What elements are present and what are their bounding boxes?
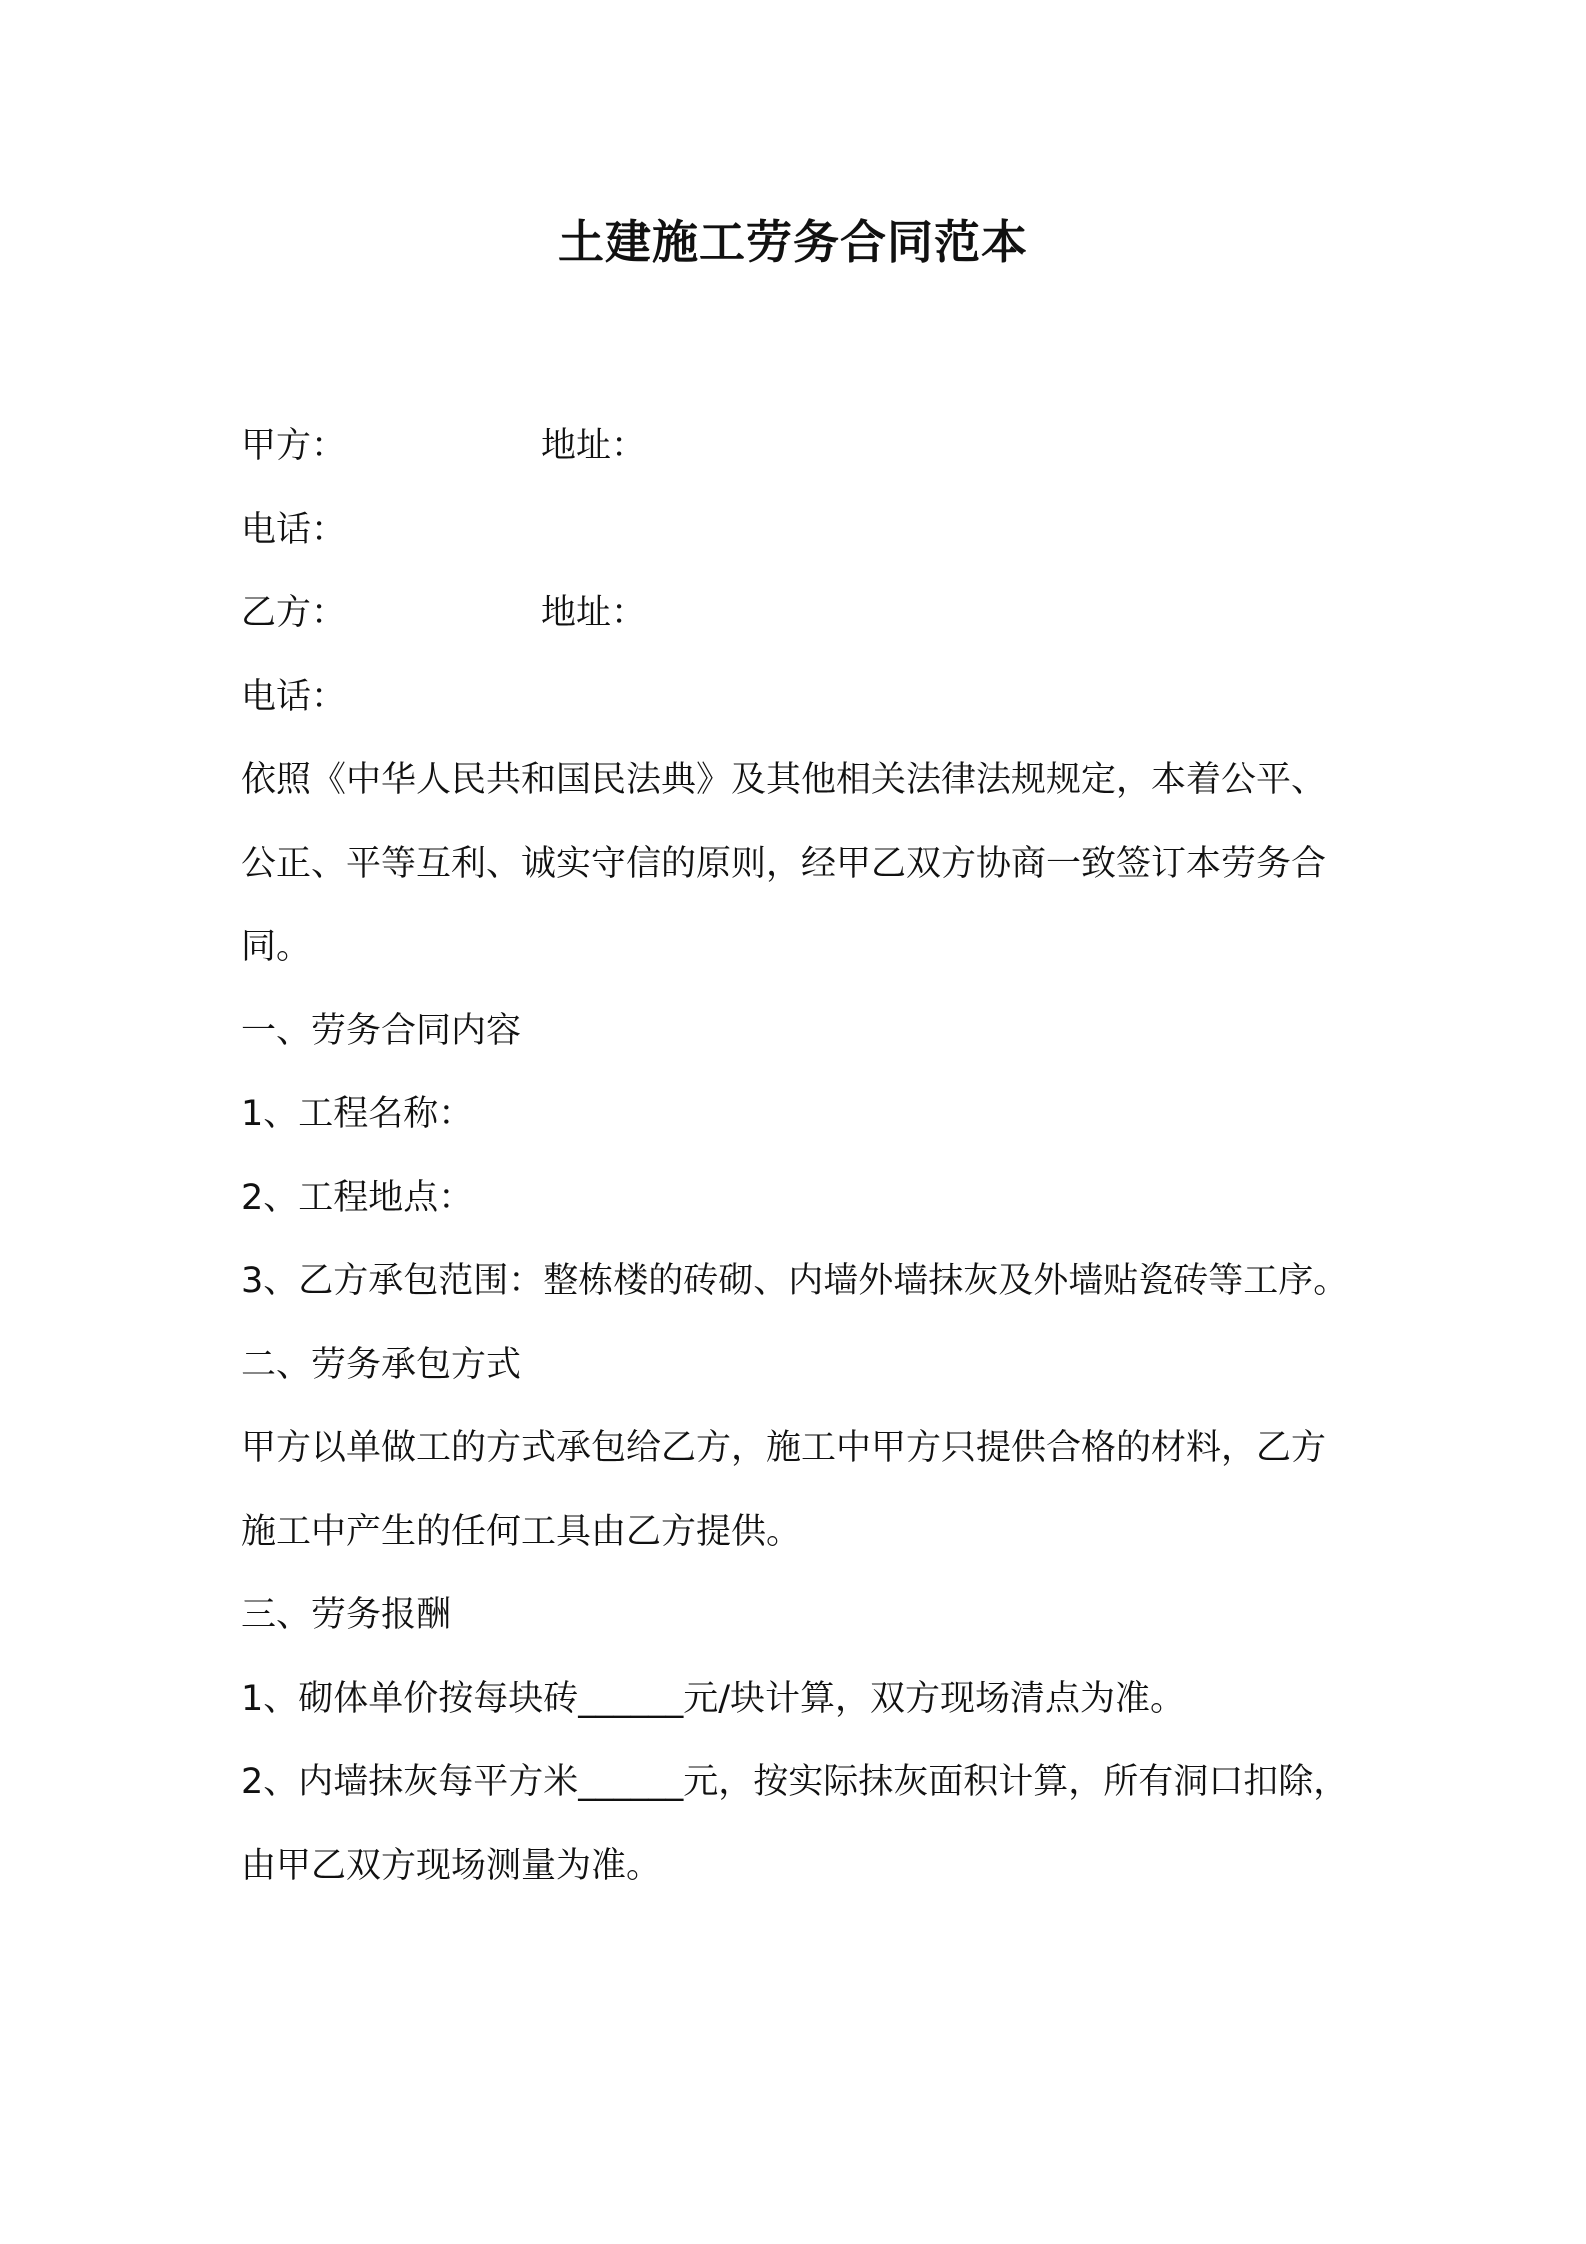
- party-a-label: 甲方：: [241, 426, 347, 466]
- section-3-item-1: 1、砌体单价按每块砖______元/块计算，双方现场清点为准。: [241, 1678, 1186, 1719]
- document-body: [241, 405, 1356, 1908]
- party-a-row: [241, 405, 1356, 489]
- section-3-heading: 三、劳务报酬: [241, 1595, 452, 1635]
- section-1-item-1: 1、工程名称：: [241, 1094, 474, 1134]
- section-2-heading: 二、劳务承包方式: [241, 1344, 522, 1385]
- section-1-item-3: 3、乙方承包范围：整栋楼的砖砌、内墙外墙抹灰及外墙贴瓷砖等工序。: [241, 1261, 1349, 1301]
- section-3-item-2: 2、内墙抹灰每平方米______元，按实际抹灰面积计算，所有洞口扣除，由甲乙双方现场测量为准。: [241, 1762, 1349, 1886]
- party-b-phone-label: 电话：: [241, 676, 347, 717]
- section-2-body: 甲方以单做工的方式承包给乙方，施工中甲方只提供合格的材料，乙方施工中产生的任何工具由乙方提供。: [241, 1428, 1327, 1552]
- section-1-heading: 一、劳务合同内容: [241, 1010, 522, 1051]
- party-b-label: 乙方：: [241, 593, 347, 633]
- party-a-phone-label: 电话：: [241, 509, 347, 550]
- party-b-address-label: 地址：: [541, 593, 647, 633]
- document-title: 土建施工劳务合同范本: [558, 215, 1028, 269]
- party-a-address-label: 地址：: [541, 426, 647, 466]
- intro-paragraph: 依照《中华人民共和国民法典》及其他相关法律法规规定，本着公平、公正、平等互利、诚实守信的原则，经甲乙双方协商一致签订本劳务合同。: [241, 760, 1327, 967]
- section-1-item-2: 2、工程地点：: [241, 1177, 474, 1218]
- party-b-row: [241, 572, 1356, 656]
